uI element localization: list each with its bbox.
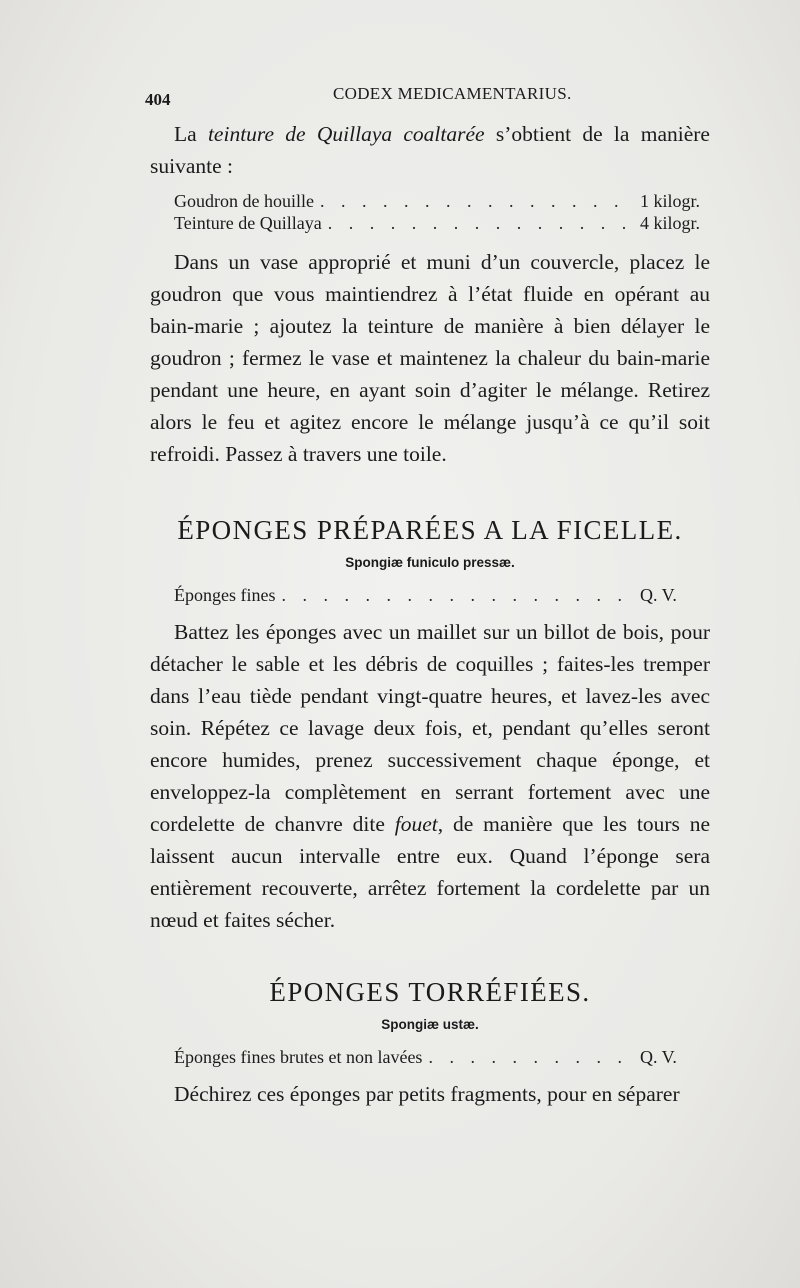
torrefiees-recipe	[150, 1046, 710, 1068]
page-number: 404	[145, 90, 171, 109]
page-content	[150, 118, 710, 1110]
section-title-torrefiees: ÉPONGES TORRÉFIÉES.	[269, 977, 591, 1007]
ingredient-name: Éponges fines	[174, 585, 276, 605]
coaltar-instructions: Dans un vase approprié et muni d’un couvercle, placez le goudron que vous maintiendrez à l’état fluide en opérant au bain-marie ; ajoutez la teinture de manière à bien délayer le goudron ; fermez le vase et maintenez la chaleur du bain-marie pendant une heure, en ayant soin d’agiter le mélange. Retirez alors le feu et agitez encore le mélange jusqu’à ce qu’il soit refroidi. Passez à travers une toile.	[150, 250, 710, 466]
page-header	[145, 84, 715, 108]
intro-italic-term: teinture de Quillaya coaltarée	[207, 122, 485, 146]
ingredient-name: Éponges fines brutes et non lavées	[174, 1047, 423, 1067]
ficelle-instructions	[150, 616, 710, 936]
dot-leader	[428, 1046, 634, 1068]
ingredient-name: Teinture de Quillaya	[174, 213, 322, 233]
section-subtitle-torrefiees: Spongiæ ustæ.	[381, 1017, 479, 1032]
ingredient-quantity: 4 kilogr.	[640, 213, 701, 233]
section-title-ficelle: ÉPONGES PRÉPARÉES A LA FICELLE.	[177, 515, 683, 545]
recipe-line	[150, 1046, 710, 1068]
ingredient-quantity: 1 kilogr.	[640, 191, 701, 211]
ficelle-recipe	[150, 584, 710, 606]
dot-leader	[281, 584, 634, 606]
dot-leader	[328, 212, 634, 234]
running-head: CODEX MEDICAMENTARIUS.	[333, 84, 572, 103]
ingredient-quantity: Q. V.	[640, 1047, 677, 1067]
ficelle-text-part1: Battez les éponges avec un maillet sur un billot de bois, pour détacher le sable et les débris de coquilles ; faites-les tremper dans l’eau tiède pendant vingt-quatre heures, et lavez-les avec soin. Répétez ce lavage deux fois, et, pendant qu’elles seront encore humides, prenez successivement chaque éponge, et enveloppez-la complètement en serrant fortement avec une cordelette de chanvre dite	[150, 620, 710, 836]
recipe-line	[150, 212, 710, 234]
ficelle-italic-term: fouet	[394, 812, 438, 836]
intro-paragraph	[150, 118, 710, 182]
dot-leader	[320, 190, 634, 212]
ficelle-text-part2: , de manière que les tours ne laissent aucun intervalle entre eux. Quand l’éponge sera entièrement recouverte, arrêtez fortement la cordelette par un nœud et faites sécher.	[150, 812, 710, 932]
section-subtitle-ficelle: Spongiæ funiculo pressæ.	[345, 555, 515, 570]
recipe-line	[150, 584, 710, 606]
recipe-line	[150, 190, 710, 212]
intro-lead: La	[174, 122, 208, 146]
ingredient-quantity: Q. V.	[640, 585, 677, 605]
intro-rest: s’obtient de la manière suivante :	[150, 122, 710, 178]
torrefiees-instructions: Déchirez ces éponges par petits fragments, pour en séparer	[174, 1082, 680, 1106]
coaltar-recipe	[150, 190, 710, 234]
ingredient-name: Goudron de houille	[174, 191, 314, 211]
